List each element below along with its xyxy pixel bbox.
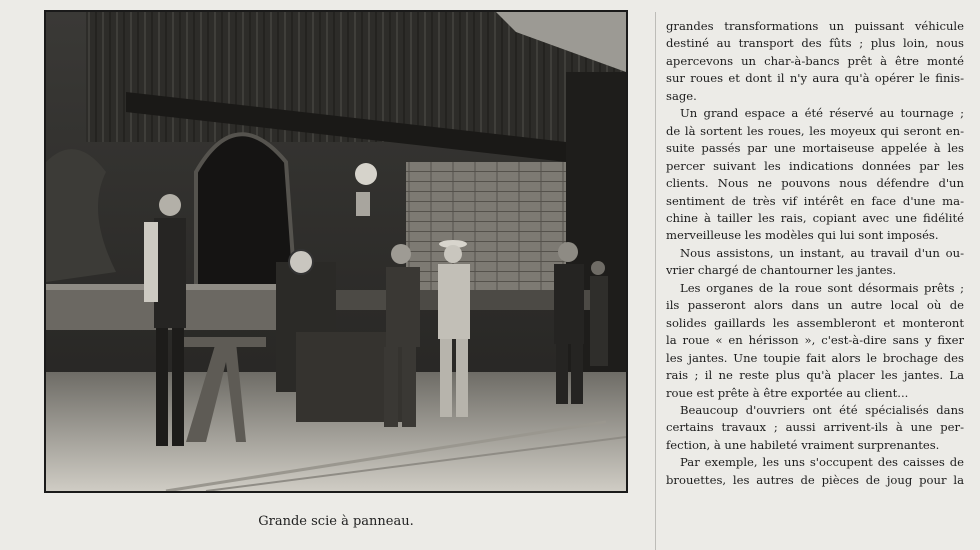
article-paragraph <box>666 280 964 402</box>
text-line: sage. <box>666 88 697 103</box>
text-line: chine à tailler les rais, copiant avec une fidélité <box>666 210 964 225</box>
text-line: sur roues et dont il n'y aura qu'à opérer le finis- <box>666 71 964 86</box>
text-line: de là sortent les roues, les moyeux qui seront en- <box>666 123 964 138</box>
workshop-photograph <box>44 10 628 493</box>
brick-wall <box>406 162 566 302</box>
text-line: grandes transformations un puissant véhicule <box>666 19 964 33</box>
article-paragraph <box>666 105 964 245</box>
text-line: certains travaux ; aussi arrivent-ils à une per- <box>666 420 964 435</box>
text-line: clients. Nous ne pouvons nous défendre d'un <box>666 176 964 191</box>
worker-center <box>384 244 420 427</box>
text-line: sentiment de très vif intérêt en face d'une ma- <box>666 193 964 208</box>
text-line: les jantes. Une toupie fait alors le brochage des <box>666 350 964 365</box>
text-line: merveilleuse les modèles qui lui sont imposés. <box>666 228 939 243</box>
text-line: suite passés par une mortaiseuse appelée à les <box>666 141 964 156</box>
article-paragraph <box>666 18 964 105</box>
text-line: vrier chargé de chantourner les jantes. <box>666 263 897 278</box>
text-line: Par exemple, les uns s'occupent des caisses de <box>680 455 964 470</box>
text-line: brouettes, les autres de pièces de joug pour la <box>666 472 964 487</box>
text-line: Un grand espace a été réservé au tournage ; <box>680 106 964 121</box>
article-text-column <box>666 18 964 548</box>
article-paragraph <box>666 454 964 489</box>
workshop-photo-illustration <box>46 12 626 491</box>
photo-caption: Grande scie à panneau. <box>258 514 414 529</box>
text-line: roue est prête à être exportée au client... <box>666 385 909 400</box>
text-line: Nous assistons, un instant, au travail d'un ou- <box>680 245 964 260</box>
text-line: solides gaillards les assembleront et monteront <box>666 315 964 330</box>
text-line: rais ; il ne reste plus qu'à placer les jantes. La <box>666 368 964 383</box>
text-line: fection, à une habileté vraiment surprenantes. <box>666 437 940 452</box>
article-paragraph <box>666 245 964 280</box>
text-line: la roue « en hérisson », c'est-à-dire sans y fixer <box>666 333 964 348</box>
text-line: destiné au transport des fûts ; plus loin, nous <box>666 36 964 51</box>
text-line: apercevons un char-à-bancs prêt à être monté <box>666 53 964 68</box>
column-divider <box>655 12 656 550</box>
text-line: ils passeront alors dans un autre local où de <box>666 298 964 313</box>
text-line: Beaucoup d'ouvriers ont été spécialisés dans <box>680 402 964 417</box>
lamp <box>355 163 377 185</box>
text-line: percer suivant les indications données par les <box>666 158 964 173</box>
text-line: Les organes de la roue sont désormais prêts ; <box>680 280 964 295</box>
article-paragraph <box>666 402 964 454</box>
